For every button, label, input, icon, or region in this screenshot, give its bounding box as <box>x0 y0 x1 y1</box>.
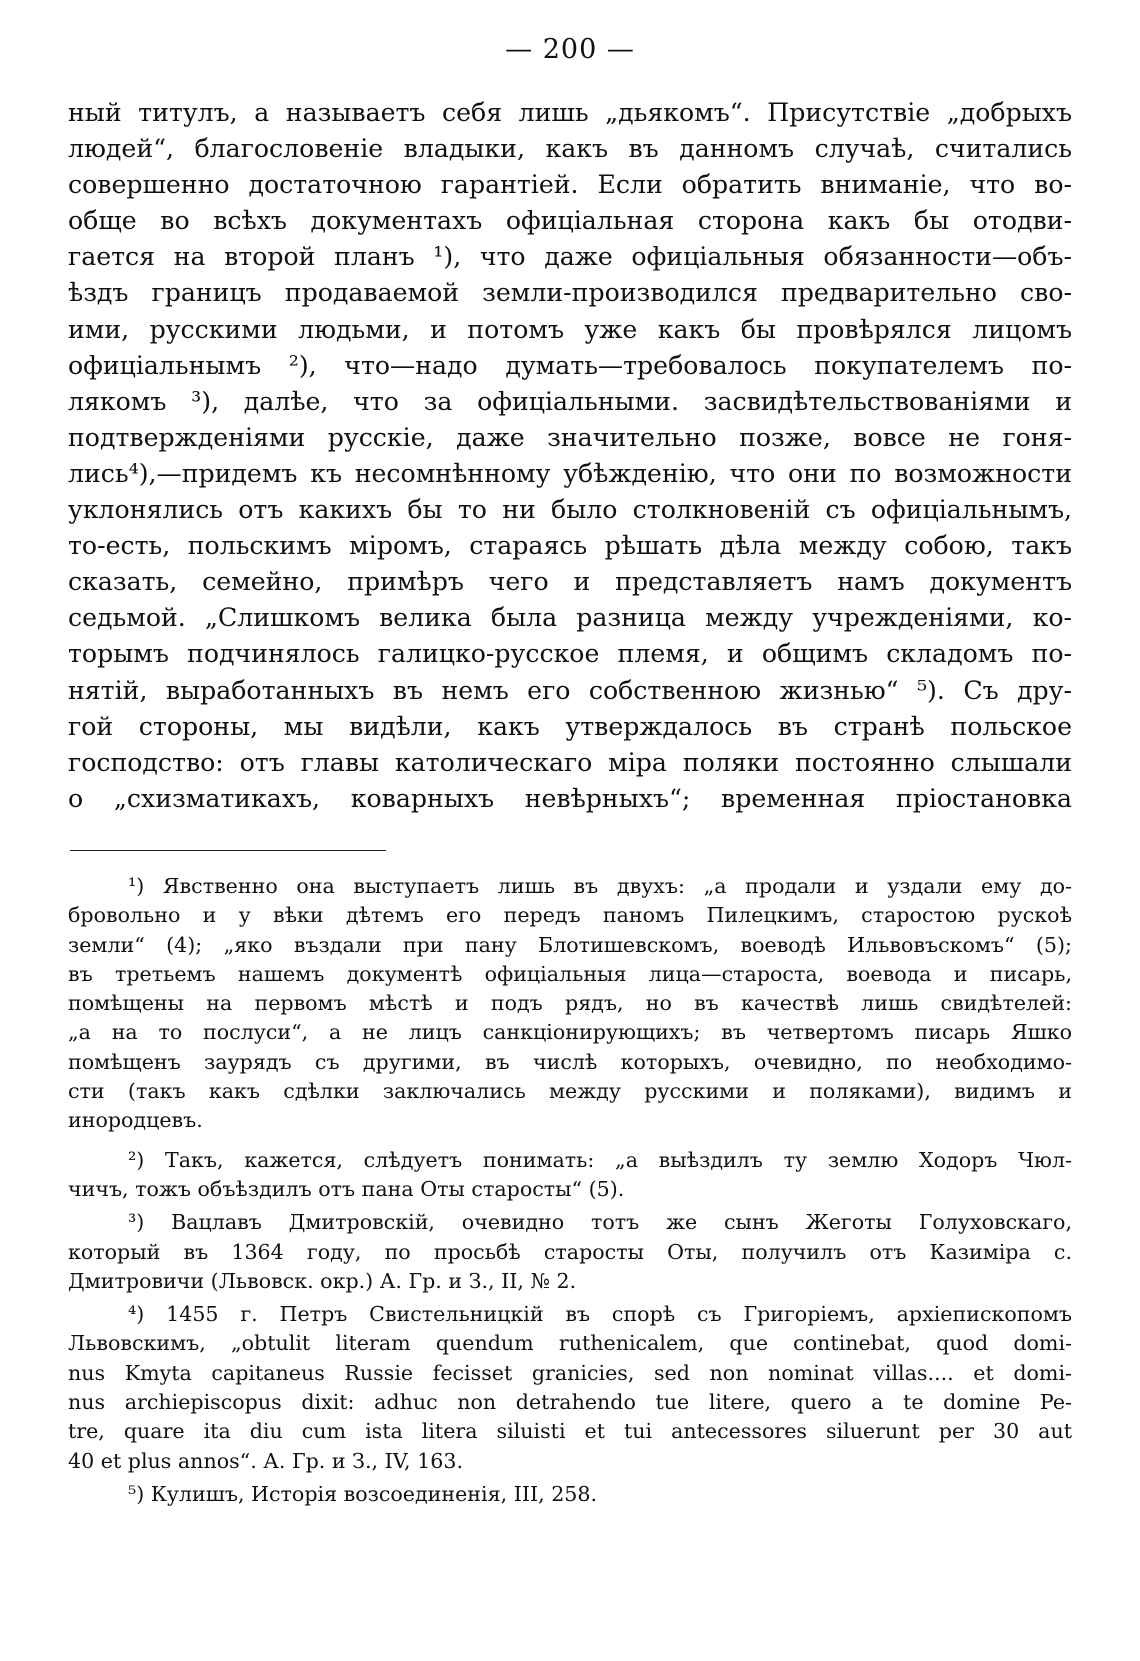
footnote-line: инородцевъ. <box>68 1108 203 1133</box>
body-line: господство: отъ главы католическаго міра поляки постоянно слышали <box>68 747 1072 777</box>
footnote-line: который въ 1364 году, по просьбѣ старосты Оты, получилъ отъ Казиміра с. <box>68 1239 1072 1264</box>
footnote-line: nus archiepiscopus dixit: adhuc non detrahendo tue litere, quero a te domine Pe- <box>68 1390 1072 1415</box>
footnote-1 <box>68 872 1072 1136</box>
body-line: то-есть, польскимъ міромъ, стараясь рѣшать дѣла между собою, такъ <box>68 531 1072 561</box>
body-line: лись⁴),—придемъ къ несомнѣнному убѣжденію, что они по возможности <box>68 458 1072 488</box>
footnote-3 <box>68 1208 1072 1296</box>
body-line: гой стороны, мы видѣли, какъ утверждалось въ странѣ польское <box>68 711 1072 741</box>
footnote-separator-rule <box>70 850 386 851</box>
body-line: лякомъ ³), далѣе, что за офиціальными. засвидѣтельствованіями и <box>68 386 1072 416</box>
footnote-line: 40 et plus annos“. А. Гр. и З., IV, 163. <box>68 1448 463 1473</box>
footnote-line: помѣщены на первомъ мѣстѣ и подъ рядъ, но въ качествѣ лишь свидѣтелей: <box>68 991 1072 1016</box>
footnote-2 <box>68 1146 1072 1205</box>
body-line: обще во всѣхъ документахъ офиціальная сторона какъ бы отодви- <box>68 206 1072 236</box>
footnotes <box>68 872 1072 1509</box>
footnote-line: бровольно и у вѣки дѣтемъ его передъ паномъ Пилецкимъ, старостою рускоѣ <box>68 903 1072 928</box>
body-line: ѣздъ границъ продаваемой земли-производился предварительно сво- <box>68 278 1072 308</box>
body-line: торымъ подчинялось галицко-русское племя, и общимъ складомъ по- <box>68 639 1072 669</box>
body-line: людей“, благословеніе владыки, какъ въ данномъ случаѣ, считались <box>68 134 1072 164</box>
body-line: нятій, выработанныхъ въ немъ его собственною жизнью“ ⁵). Съ дру- <box>68 675 1072 705</box>
footnote-5 <box>68 1480 1072 1509</box>
footnote-line: чичъ, тожъ объѣздилъ отъ пана Оты старосты“ (5). <box>68 1176 625 1201</box>
footnote-line: земли“ (4); „яко въздали при пану Блотишевскомъ, воеводѣ Ильвовъскомъ“ (5); <box>68 932 1072 957</box>
footnote-4 <box>68 1300 1072 1476</box>
footnote-line: nus Kmyta capitaneus Russie fecisset granicies, sed non nominat villas.... et domi- <box>68 1360 1072 1385</box>
body-line: подтвержденіями русскіе, даже значительно позже, вовсе не гоня- <box>68 422 1072 452</box>
body-line: о „схизматикахъ, коварныхъ невѣрныхъ“; временная пріостановка <box>68 783 1072 813</box>
footnote-line: въ третьемъ нашемъ документѣ офиціальныя лица—староста, воевода и писарь, <box>68 961 1072 986</box>
body-line: совершенно достаточною гарантіей. Если обратить вниманіе, что во- <box>68 170 1072 200</box>
footnote-line: Дмитровичи (Львовск. окр.) А. Гр. и З., II, № 2. <box>68 1268 577 1293</box>
footnote-line: ²) Такъ, кажется, слѣдуетъ понимать: „а выѣздилъ ту землю Ходоръ Чюл- <box>128 1147 1072 1172</box>
footnote-line: ⁴) 1455 г. Петръ Свистельницкій въ спорѣ съ Григоріемъ, архіепископомъ <box>128 1302 1072 1327</box>
body-line: ими, русскими людьми, и потомъ уже какъ бы провѣрялся лицомъ <box>68 314 1072 344</box>
body-line: седьмой. „Слишкомъ велика была разница между учрежденіями, ко- <box>68 603 1072 633</box>
footnote-line: помѣщенъ заурядъ съ другими, въ числѣ которыхъ, очевидно, по необходимо- <box>68 1049 1072 1074</box>
body-text <box>68 95 1072 817</box>
footnote-line: ³) Вацлавъ Дмитровскій, очевидно тотъ же сынъ Жеготы Голуховскаго, <box>128 1210 1072 1235</box>
footnote-line: сти (такъ какъ сдѣлки заключались между русскими и поляками), видимъ и <box>68 1079 1072 1104</box>
page-number: — 200 — <box>505 34 635 65</box>
footnote-line: Львовскимъ, „obtulit literam quendum ruthenicalem, que continebat, quod domi- <box>68 1331 1072 1356</box>
footnote-line: ¹) Явственно она выступаетъ лишь въ двухъ: „а продали и уздали ему до- <box>128 874 1072 898</box>
footnote-line: „а на то послуси“, а не лицъ санкціонирующихъ; въ четвертомъ писарь Яшко <box>68 1020 1072 1045</box>
footnote-line: tre, quare ita diu cum ista litera siluisti et tui antecessores siluerunt per 30 aut <box>68 1419 1072 1444</box>
body-line: ный титулъ, а называетъ себя лишь „дьякомъ“. Присутствіе „добрыхъ <box>68 98 1072 127</box>
body-line: гается на второй планъ ¹), что даже офиціальныя обязанности—объ- <box>68 242 1072 272</box>
footnote-line: ⁵) Кулишъ, Исторія возсоединенія, III, 258. <box>128 1481 598 1506</box>
body-line: сказать, семейно, примѣръ чего и представляетъ намъ документъ <box>68 567 1072 597</box>
body-line: офиціальнымъ ²), что—надо думать—требовалось покупателемъ по- <box>68 350 1072 380</box>
body-line: уклонялись отъ какихъ бы то ни было столкновеній съ офиціальнымъ, <box>68 495 1072 525</box>
